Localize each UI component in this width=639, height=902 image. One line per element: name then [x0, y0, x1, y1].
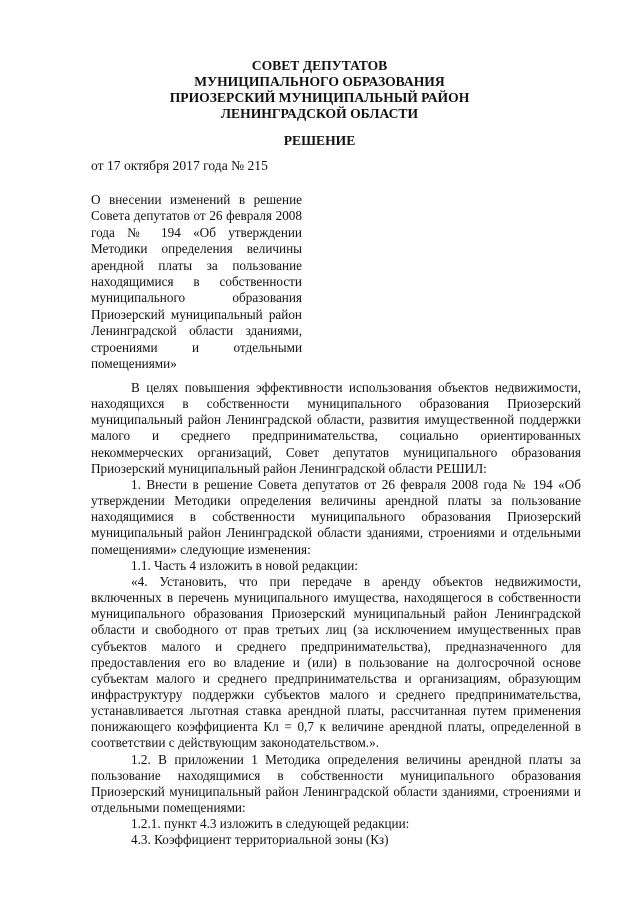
subject-line: О внесении изменений в решение	[91, 192, 302, 207]
clause-1-2-1-paragraph: 1.2.1. пункт 4.3 изложить в следующей редакции:	[131, 816, 410, 832]
clause-1-paragraph: 1. Внести в решение Совета депутатов от 26 февраля 2008 года № 194 «Об утверждении Методики определения величины арендной платы за пользование находящимися в собственности муниципального образования Приозерский муниципальный район Ленинградской области зданиями, строениями и отдельными помещениями» следующие изменения:	[91, 476, 581, 557]
clause-4-text-paragraph: «4. Установить, что при передаче в аренду объектов недвижимости, включенных в перечень муниципального имущества, находящегося в собственности муниципального образования Приозерский муниципальный район Ленинградской области и свободного от прав третьих лиц (за исключением имущественных прав субъектов малого и среднего предпринимательства), предназначенного для предоставления его во владение и (или) в пользование на долгосрочной основе субъектам малого и среднего предпринимательства и организациям, образующим инфраструктуру поддержки субъектов малого и среднего предпринимательства, устанавливается льготная ставка арендной платы, рассчитанная путем применения понижающего коэффициента Кл = 0,7 к величине арендной платы, определенной в соответствии с действующим законодательством.».	[91, 573, 581, 751]
preamble-paragraph: В целях повышения эффективности использования объектов недвижимости, находящихся в собственности муниципального образования Приозерский муниципальный район Ленинградской области, развития имущественной поддержки малого и среднего предпринимательства, социально ориентированных некоммерческих организаций, Совет депутатов муниципального образования Приозерский муниципальный район Ленинградской области РЕШИЛ:	[91, 380, 581, 476]
subject-line: строениями и отдельными	[91, 339, 302, 355]
header-line: ЛЕНИНГРАДСКОЙ ОБЛАСТИ	[220, 106, 419, 121]
document-date: от 17 октября 2017 года № 215	[91, 158, 268, 173]
subject-line: помещениями»	[91, 355, 177, 371]
subject-line: Совета депутатов от 26 февраля 2008	[91, 208, 302, 224]
subject-line: находящимися в собственности	[91, 273, 302, 289]
document-body	[91, 380, 581, 849]
document-title: РЕШЕНИЕ	[283, 133, 356, 148]
clause-1-2-paragraph: 1.2. В приложении 1 Методика определения величины арендной платы за пользование находящимися в собственности муниципального образования Приозерский муниципальный район Ленинградской области зданиями, строениями и отдельными помещениями:	[91, 751, 581, 816]
subject-line: Приозерский муниципальный район	[91, 306, 302, 322]
subject-line: Методики определения величины	[91, 241, 302, 257]
clause-4-3-paragraph: 4.3. Коэффициент территориальной зоны (Кз)	[131, 832, 389, 848]
header-line: СОВЕТ ДЕПУТАТОВ	[251, 58, 388, 73]
header-line: ПРИОЗЕРСКИЙ МУНИЦИПАЛЬНЫЙ РАЙОН	[169, 90, 470, 105]
subject-line: муниципального образования	[91, 290, 302, 306]
document-header	[0, 58, 639, 122]
header-line: МУНИЦИПАЛЬНОГО ОБРАЗОВАНИЯ	[194, 74, 445, 89]
subject-line: арендной платы за пользование	[91, 257, 302, 273]
subject-line: Ленинградской области зданиями,	[91, 323, 302, 339]
clause-1-1-paragraph: 1.1. Часть 4 изложить в новой редакции:	[131, 557, 359, 573]
document-subject	[91, 192, 302, 372]
subject-line: года № 194 «Об утверждении	[91, 224, 302, 240]
